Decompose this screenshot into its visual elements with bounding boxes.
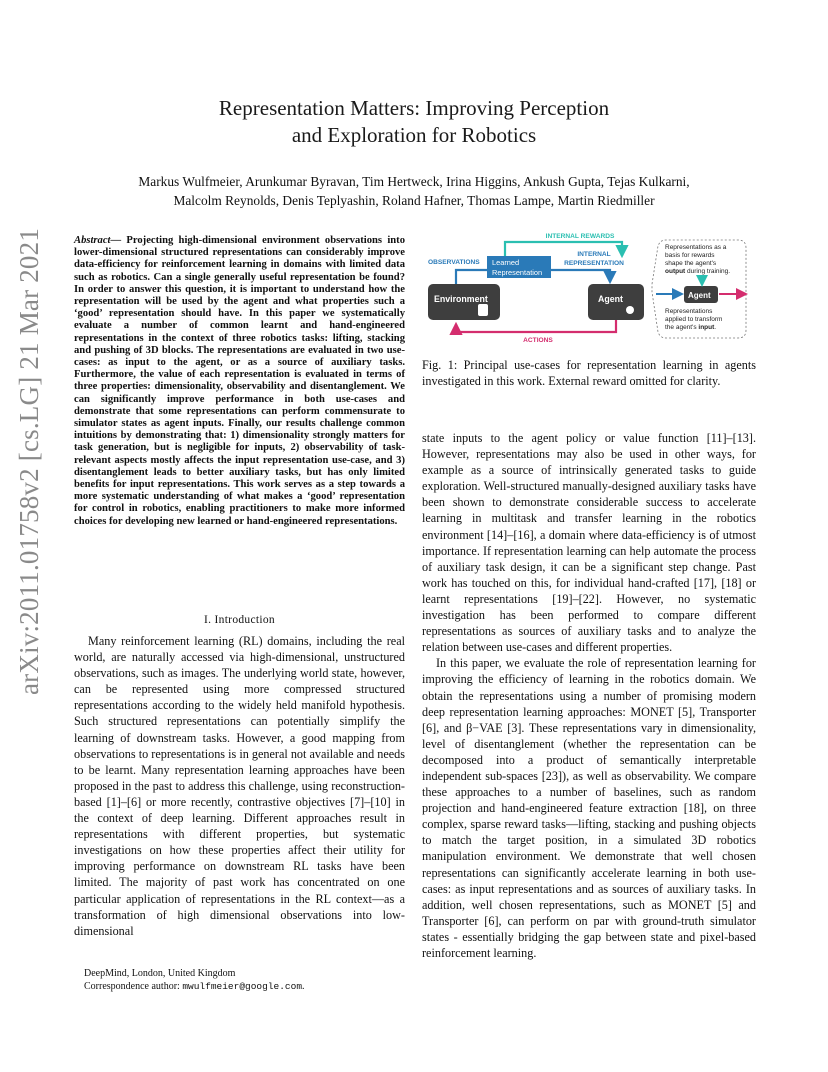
note-top-4-bold: output xyxy=(665,268,686,275)
note-bot-1: Representations xyxy=(665,308,713,315)
abstract-text: — Projecting high-dimensional environment observations into lower-dimensional structured representations can considerably improve data-efficiency for reinforcement learning in domains with limited data such as robotics. Can a single generally useful representation be found? In order to answer this question, it is important to understand how the representation will be used by the agent and what properties such a ‘good’ representation should have. In this paper we systematically evaluate a number of common learnt and hand-engineered representations in the context of three robotics tasks: lifting, stacking and pushing of 3D blocks. The representations are evaluated in two use-cases: as input to the agent, or as a source of auxiliary tasks. Furthermore, the value of each representation is evaluated in terms of three properties: dimensionality, observability and disentanglement. We can significantly improve performance in both use-cases and demonstrate that some representations can perform commensurate to simulator states as agent inputs. Finally, our results challenge common intuitions by demonstrating that: 1) dimensionality strongly matters for task generation, but is negligible for inputs, 2) observability of task-relevant aspects mostly affects the input representation use-case, and 3) disentanglement leads to better auxiliary tasks, but has only limited benefits for input representations. This work serves as a step towards a more systematic understanding of what makes a ‘good’ representation for control in robotics, enabling practitioners to make more informed choices for developing new learned or hand-engineered representations. xyxy=(74,235,405,527)
note-top-4 xyxy=(665,268,730,275)
correspondence-label: Correspondence author: xyxy=(84,981,183,992)
title-line-2: and Exploration for Robotics xyxy=(291,123,537,147)
intro-paragraph-2: In this paper, we evaluate the role of representation learning for improving the efficiency of learning in the robotics domain. We obtain the representations using a number of promising modern deep representation learning approaches: MONET [5], Transporter [6], and β−VAE [3]. These representations vary in dimensionality, level of disentanglement (whether the representation can be decomposed into a product of semantically interpretable independent sub-spaces [23]), as well as observability. We compare these approaches to a number of baselines, such as random projection and hand-engineered feature extraction [18], on three complex, sparse reward tasks—lifting, stacking and pushing objects to match the target position, in a simulated 3D robotics manipulation environment. We demonstrate that well chosen representations can significantly accelerate learning in both use-cases: as input representations and as sources of auxiliary tasks. In addition, well chosen representations, such as MONET [5] and Transporter [6], can perform on par with ground-truth simulator states - essentially bridging the gap between state and pixel-based reinforcement learning. xyxy=(422,656,756,960)
note-bot-3-bold: input xyxy=(698,324,715,331)
note-bot-3 xyxy=(665,324,716,331)
arxiv-identifier-stamp: arXiv:2011.01758v2 [cs.LG] 21 Mar 2021 xyxy=(14,227,44,695)
internal-rewards-label: INTERNAL REWARDS xyxy=(545,233,615,240)
note-bot-3-c: . xyxy=(714,324,717,331)
small-agent-label: Agent xyxy=(688,291,711,300)
abstract-lead: Abstract xyxy=(74,235,111,246)
internal-rep-label-2: REPRESENTATION xyxy=(564,260,624,267)
abstract xyxy=(74,235,405,528)
environment-label: Environment xyxy=(434,294,488,304)
note-top-1: Representations as a xyxy=(665,244,727,251)
note-top-4-rest: during training. xyxy=(685,268,731,275)
observation-to-agent-arrow xyxy=(598,270,610,282)
introduction-left-column xyxy=(74,633,405,939)
section-heading-introduction: I. Introduction xyxy=(204,614,275,626)
footnote-correspondence xyxy=(84,980,414,993)
footnote-affiliation: DeepMind, London, United Kingdom xyxy=(84,968,236,979)
note-bot-2: applied to transform xyxy=(665,316,723,323)
title-line-1: Representation Matters: Improving Perception xyxy=(218,96,610,120)
figure-1-caption: Fig. 1: Principal use-cases for representation learning in agents investigated in this work. External reward omitted for clarity. xyxy=(422,358,756,389)
correspondence-end: . xyxy=(302,981,305,992)
figure-1-diagram xyxy=(420,232,756,350)
footnote xyxy=(84,967,414,993)
paper-title xyxy=(0,95,828,149)
learned-label-2: Representation xyxy=(492,268,543,277)
authors-line-1: Markus Wulfmeier, Arunkumar Byravan, Tim Hertweck, Irina Higgins, Ankush Gupta, Tejas Kulkarni, xyxy=(138,174,690,189)
author-list xyxy=(60,172,768,210)
authors-line-2: Malcolm Reynolds, Denis Teplyashin, Roland Hafner, Thomas Lampe, Martin Riedmiller xyxy=(173,193,655,208)
learned-label-1: Learned xyxy=(492,258,520,267)
observations-label: OBSERVATIONS xyxy=(428,259,480,266)
actions-label: ACTIONS xyxy=(523,337,553,344)
agent-person-icon xyxy=(626,306,634,314)
correspondence-email[interactable]: mwulfmeier@google.com xyxy=(182,981,303,992)
actions-arrow xyxy=(456,320,616,332)
intro-paragraph-continued: state inputs to the agent policy or value function [11]–[13]. However, representations may also be used in other ways, for example as a source of intrinsically generated tasks to guide exploration. Well-structured manually-designed auxiliary tasks have been shown to demonstrate considerable success to accelerate learning in multitask and transfer learning in the robotics environment [14]–[16], a domain where data-efficiency is of utmost importance. If representation learning can help automate the process of auxiliary task design, it can be a significant step change. Past work has touched on this, for individual hand-crafted [17], [18] or learnt representations [19]–[22]. However, no systematic investigation has been performed to compare different representations as sources of auxiliary tasks and to analyze the relation between use-cases and different properties. xyxy=(422,431,756,655)
introduction-right-column xyxy=(422,430,756,961)
environment-robot-icon xyxy=(478,304,488,316)
note-bot-3-a: the agent's xyxy=(665,324,699,331)
note-top-2: basis for rewards xyxy=(665,252,715,259)
note-top-3: shape the agent's xyxy=(665,260,717,267)
intro-paragraph-1: Many reinforcement learning (RL) domains, including the real world, are naturally accessed via high-dimensional, unstructured observations, such as images. The underlying world state, however, can be represented using more compressed structured representations according to the widely held manifold hypothesis. Such structured representations can potentially simplify the learning of downstream tasks. However, a good mapping from observations to representations is in general not available and needs to be learnt. Many representation learning approaches have been proposed in the past to address this challenge, using reconstruction-based [1]–[6] or more recently, contrastive objectives [7]–[10] in the context of deep learning. Different approaches result in representations with different properties, but systematic investigations on how these properties affect their utility for improving performance on downstream RL tasks have been limited. The majority of past work has concentrated on one particular application of representations in the RL context—as a transformation of high dimensional observations into low-dimensional xyxy=(74,634,405,938)
agent-label: Agent xyxy=(598,294,623,304)
internal-rep-label-1: INTERNAL xyxy=(577,251,611,258)
